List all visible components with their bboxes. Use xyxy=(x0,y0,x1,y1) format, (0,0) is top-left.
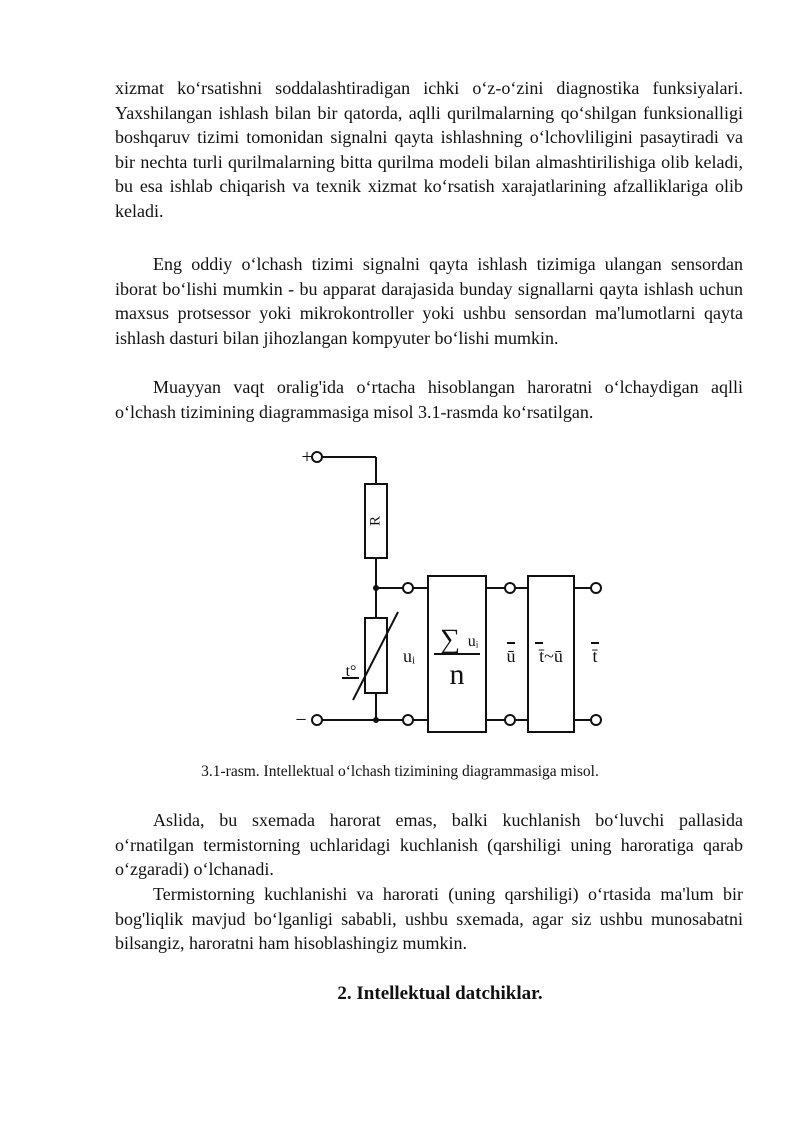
thermistor-label: t° xyxy=(345,663,357,680)
conversion-label: t̄~ū xyxy=(539,646,563,666)
circuit-diagram xyxy=(280,440,620,740)
paragraph-2: Eng oddiy oʻlchash tizimi signalni qayta ishlash tizimiga ulangan sensordan iborat boʻlishi mumkin - bu apparat darajasida bunday signallarni qayta ishlash uchun maxsus protsessor yoki mikrokontroller yoki ushbu sensordan ma'lumotlarni qayta ishlash dasturi bilan jihozlangan kompyuter boʻlishi mumkin. xyxy=(115,254,743,348)
divisor-label: n xyxy=(449,658,465,691)
minus-terminal xyxy=(312,715,322,725)
circuit-diagram-svg xyxy=(280,440,620,740)
section-heading: 2. Intellektual datchiklar. xyxy=(337,983,543,1004)
junction-top xyxy=(373,585,379,591)
paragraph-5: Termistorning kuchlanishi va harorati (uning qarshiligi) oʻrtasida ma'lum bir bog'liqlik mavjud boʻlganligi sababli, ushbu sxemada, agar siz ushbu munosabatni bilsangiz, haroratni ham hisoblashingiz mumkin. xyxy=(115,884,743,953)
paragraph-3: Muayyan vaqt oralig'ida oʻrtacha hisoblangan haroratni oʻlchaydigan aqlli oʻlchash tizimining diagrammasiga misol 3.1-rasmda koʻrsatilgan. xyxy=(115,377,743,422)
plus-label: + xyxy=(301,446,313,468)
paragraph-4: Aslida, bu sxemada harorat emas, balki kuchlanish boʻluvchi pallasida oʻrnatilgan termistorning uchlaridagi kuchlanish (qarshiligi uning haroratiga qarab oʻzgaradi) oʻlchanadi. xyxy=(115,810,743,879)
minus-label: − xyxy=(295,709,307,731)
sum-term-label: uᵢ xyxy=(467,633,479,650)
input-voltage-label: uᵢ xyxy=(403,646,415,666)
junction-bottom xyxy=(373,717,379,723)
resistor-label: R xyxy=(367,515,384,527)
mean-voltage-label: ū xyxy=(506,646,516,666)
paragraph-1: xizmat koʻrsatishni soddalashtiradigan ichki oʻz-oʻzini diagnostika funksiyalari. Yaxshilangan ishlash bilan bir qatorda, aqlli qurilmalarning qoʻshilgan funksionalligi boshqaruv tizimi tomonidan signalni qayta ishlashning oʻlchovliligini pasaytiradi va bir nechta turli qurilmalarning bitta qurilma modeli bilan almashtirilishiga olib keladi, bu esa ishlab chiqarish va texnik xizmat koʻrsatish xarajatlarining afzalliklariga olib keladi. xyxy=(115,78,743,221)
mean-temperature-label: t̄ xyxy=(592,646,598,666)
plus-terminal xyxy=(312,452,322,462)
sum-symbol: ∑ xyxy=(440,624,460,655)
figure-caption: 3.1-rasm. Intellektual oʻlchash tizimining diagrammasiga misol. xyxy=(201,763,599,780)
